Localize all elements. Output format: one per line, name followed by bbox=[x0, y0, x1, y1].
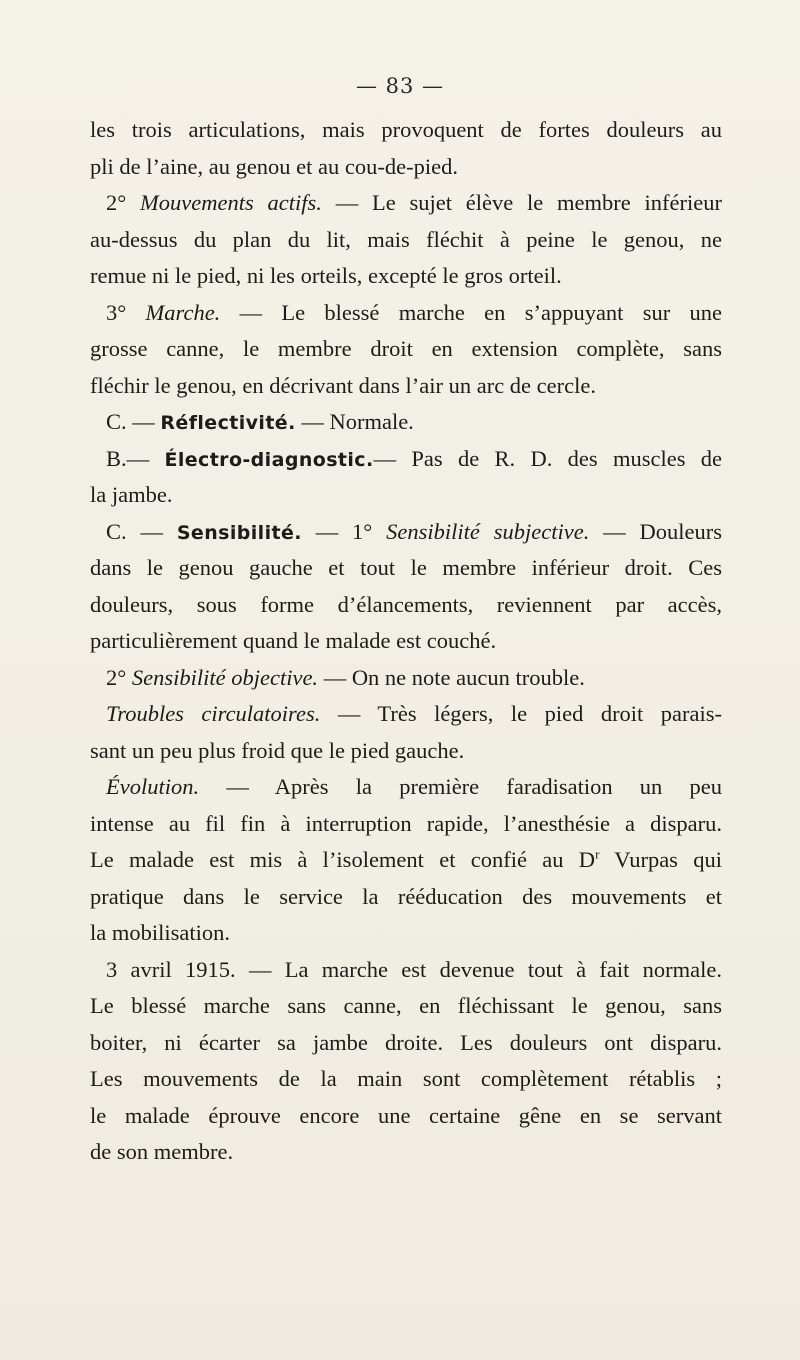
paragraph-evolution bbox=[90, 769, 722, 806]
text-line bbox=[90, 733, 722, 770]
text-span: dans le genou gauche et tout le membre inférieur droit. Ces bbox=[90, 555, 722, 580]
paragraph-electro-diagnostic bbox=[90, 441, 722, 478]
text-line bbox=[90, 1025, 722, 1062]
text-line bbox=[90, 1061, 722, 1098]
italic-heading: Évolution. bbox=[106, 774, 200, 799]
text-span: — Douleurs bbox=[589, 518, 722, 544]
paragraph-sensibilite bbox=[90, 514, 722, 551]
paragraph-sensibilite-objective bbox=[90, 660, 722, 697]
text-span: 2° bbox=[106, 190, 141, 215]
italic-heading: Marche. bbox=[145, 299, 221, 325]
text-line bbox=[90, 879, 722, 916]
text-line bbox=[90, 112, 722, 149]
text-span: Le blessé marche sans canne, en fléchissant le genou, sans bbox=[90, 993, 722, 1018]
text-span: pratique dans le service la rééducation des mouvements et bbox=[90, 883, 722, 909]
text-span: C. — bbox=[106, 409, 161, 434]
text-line bbox=[90, 587, 722, 624]
paragraph-marche bbox=[90, 295, 722, 332]
text-line bbox=[90, 258, 722, 295]
text-span: au-dessus du plan du lit, mais fléchit à peine le genou, ne bbox=[90, 226, 722, 252]
text-span: — 1° bbox=[301, 518, 387, 544]
text-span: C. — bbox=[106, 518, 177, 544]
body-text bbox=[90, 112, 722, 1171]
text-line bbox=[90, 222, 722, 259]
text-span: — On ne note aucun trouble. bbox=[318, 664, 585, 690]
text-line bbox=[90, 623, 722, 660]
text-span: remue ni le pied, ni les orteils, excepté le gros orteil. bbox=[90, 263, 562, 288]
text-line bbox=[90, 477, 722, 514]
text-span: Vurpas qui bbox=[599, 847, 722, 872]
text-span: — Le sujet élève le membre inférieur bbox=[321, 190, 722, 215]
text-span: — Le blessé marche en s’appuyant sur une bbox=[220, 299, 722, 325]
text-span: la mobilisation. bbox=[90, 920, 230, 945]
text-span: sant un peu plus froid que le pied gauche. bbox=[90, 737, 465, 763]
text-span: — Très légers, le pied droit parais- bbox=[320, 701, 722, 726]
text-line bbox=[90, 149, 722, 186]
italic-heading: Mouvements actifs. bbox=[140, 190, 322, 215]
text-span: — Pas de R. D. des muscles de bbox=[373, 445, 722, 471]
text-span: la jambe. bbox=[90, 482, 173, 507]
bold-heading: Sensibilité. bbox=[176, 521, 302, 544]
text-span: B.— bbox=[106, 445, 165, 471]
text-line bbox=[90, 806, 722, 843]
superscript: r bbox=[595, 846, 600, 862]
paragraph-mouvements-actifs bbox=[90, 185, 722, 222]
text-span: Les mouvements de la main sont complètement rétablis ; bbox=[90, 1066, 722, 1091]
bold-heading: Électro-diagnostic. bbox=[164, 448, 374, 471]
paragraph-3-avril bbox=[90, 952, 722, 989]
text-span: fléchir le genou, en décrivant dans l’air un arc de cercle. bbox=[90, 372, 596, 398]
text-span: particulièrement quand le malade est couché. bbox=[90, 628, 497, 653]
text-span: intense au fil fin à interruption rapide, l’anesthésie a disparu. bbox=[90, 810, 722, 836]
text-line bbox=[90, 915, 722, 952]
text-span: pli de l’aine, au genou et au cou-de-pied. bbox=[90, 153, 458, 179]
text-span: de son membre. bbox=[90, 1139, 234, 1164]
text-line bbox=[90, 842, 722, 879]
italic-heading: Sensibilité subjective. bbox=[386, 518, 590, 544]
text-span: douleurs, sous forme d’élancements, reviennent par accès, bbox=[90, 591, 722, 617]
italic-heading: Troubles circulatoires. bbox=[106, 701, 321, 726]
text-span: grosse canne, le membre droit en extension complète, sans bbox=[90, 336, 722, 361]
bold-heading: Réflectivité. bbox=[160, 412, 296, 434]
text-line bbox=[90, 1134, 722, 1171]
text-span: les trois articulations, mais provoquent de fortes douleurs au bbox=[90, 117, 722, 142]
text-span: boiter, ni écarter sa jambe droite. Les douleurs ont disparu. bbox=[90, 1029, 722, 1055]
text-line bbox=[90, 550, 722, 587]
italic-heading: Sensibilité objective. bbox=[131, 664, 319, 690]
text-span: 2° bbox=[106, 664, 132, 690]
text-span: 3 avril 1915. — La marche est devenue tout à fait normale. bbox=[106, 956, 722, 982]
text-span: Le malade est mis à l’isolement et confié au D bbox=[90, 847, 596, 872]
paragraph-reflectivite bbox=[90, 404, 722, 441]
text-line bbox=[90, 331, 722, 368]
text-line bbox=[90, 988, 722, 1025]
text-span: — Normale. bbox=[295, 409, 414, 434]
text-span: le malade éprouve encore une certaine gêne en se servant bbox=[90, 1102, 722, 1128]
text-line bbox=[90, 368, 722, 405]
paragraph-troubles-circulatoires bbox=[90, 696, 722, 733]
page-number: — 83 — bbox=[355, 74, 445, 98]
text-span: — Après la première faradisation un peu bbox=[199, 774, 722, 799]
text-span: 3° bbox=[106, 299, 146, 325]
text-line bbox=[90, 1098, 722, 1135]
